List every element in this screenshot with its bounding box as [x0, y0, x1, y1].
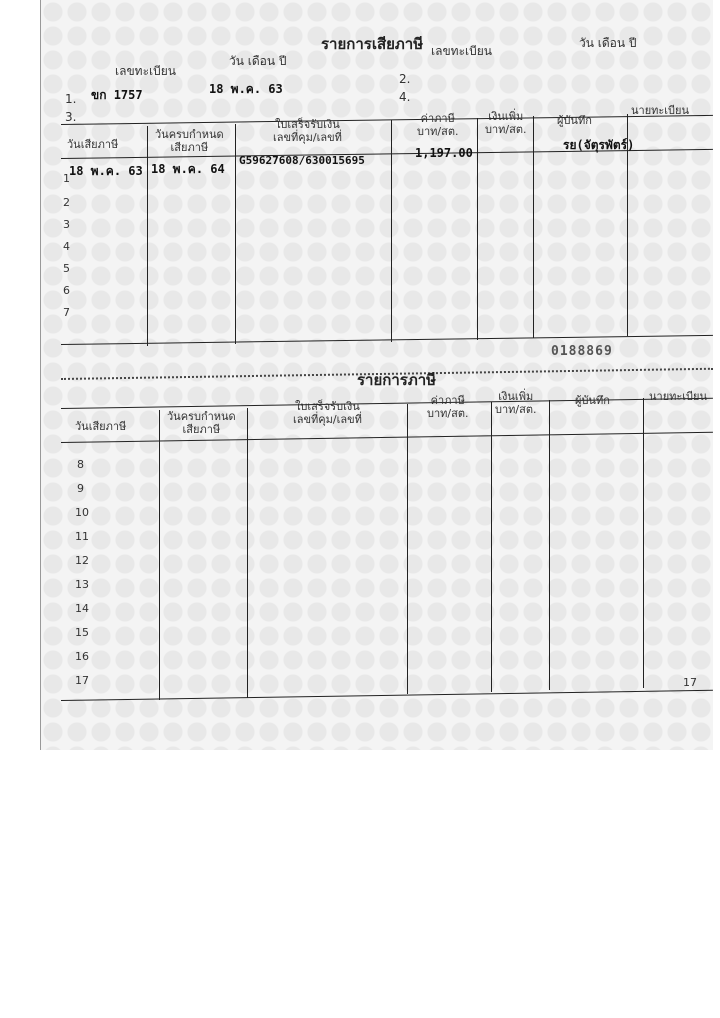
t1-row-number: 4 [63, 240, 70, 253]
top-title: รายการเสียภาษี [321, 35, 424, 53]
entry-num-1: 1. [65, 92, 77, 106]
t2-row-number: 14 [75, 602, 89, 615]
tax-record-sheet [40, 0, 713, 750]
t1-row-due-date: 18 พ.ค. 64 [151, 162, 225, 176]
t1-row-tax: 1,197.00 [415, 146, 473, 160]
t1-header-surcharge: เงินเพิ่ม บาท/สต. [485, 110, 527, 136]
t1-row-number: 1 [63, 172, 70, 185]
t1-row-number: 7 [63, 306, 70, 319]
entry-num-2: 2. [399, 72, 411, 86]
t2-header-recorder: ผู้บันทึก [575, 394, 610, 407]
t2-title: รายการภาษี [357, 371, 437, 389]
footer-number: 17 [683, 676, 697, 689]
t2-row-number: 9 [77, 482, 84, 495]
t2-row-number: 16 [75, 650, 89, 663]
t1-header-due-date: วันครบกำหนด เสียภาษี [155, 128, 224, 154]
t1-row-number: 3 [63, 218, 70, 231]
t1-row-number: 2 [63, 196, 70, 209]
t1-row-recorder: รย(จัตุรพัตร์) [563, 138, 635, 152]
t2-header-due-date: วันครบกำหนด เสียภาษี [167, 410, 236, 436]
t2-header-tax: ค่าภาษี บาท/สต. [427, 394, 469, 420]
t2-row-number: 8 [77, 458, 84, 471]
t2-row-number: 10 [75, 506, 89, 519]
t2-header-receipt: ใบเสร็จรับเงิน เลขที่คุม/เลขที่ [293, 400, 362, 426]
t1-row-receipt: G59627608/630015695 [239, 154, 365, 167]
t2-header-registrar: นายทะเบียน [649, 390, 708, 403]
t1-header-recorder: ผู้บันทึก [557, 114, 592, 127]
t2-header-tax-date: วันเสียภาษี [75, 420, 127, 433]
entry-num-4: 4. [399, 90, 411, 104]
reg-no-label-2: เลขทะเบียน [431, 44, 492, 58]
t2-row-number: 15 [75, 626, 89, 639]
t2-row-number: 13 [75, 578, 89, 591]
t2-row-number: 17 [75, 674, 89, 687]
t1-header-tax: ค่าภาษี บาท/สต. [417, 112, 459, 138]
reg-no-label-1: เลขทะเบียน [115, 64, 176, 78]
date-label-1: วัน เดือน ปี [229, 54, 287, 68]
t1-header-receipt: ใบเสร็จรับเงิน เลขที่คุม/เลขที่ [273, 118, 342, 144]
date-label-2: วัน เดือน ปี [579, 36, 637, 50]
t1-row-number: 5 [63, 262, 70, 275]
t2-header-surcharge: เงินเพิ่ม บาท/สต. [495, 390, 537, 416]
entry-reg-1: ขก 1757 [91, 88, 143, 102]
entry-date-1: 18 พ.ค. 63 [209, 82, 283, 96]
t1-row-tax-date: 18 พ.ค. 63 [69, 164, 143, 178]
entry-num-3: 3. [65, 110, 77, 124]
t2-row-number: 12 [75, 554, 89, 567]
t1-row-number: 6 [63, 284, 70, 297]
t2-row-number: 11 [75, 530, 89, 543]
serial-number: 0188869 [551, 344, 613, 359]
t1-header-tax-date: วันเสียภาษี [67, 138, 119, 151]
t1-header-registrar: นายทะเบียน [631, 104, 690, 117]
